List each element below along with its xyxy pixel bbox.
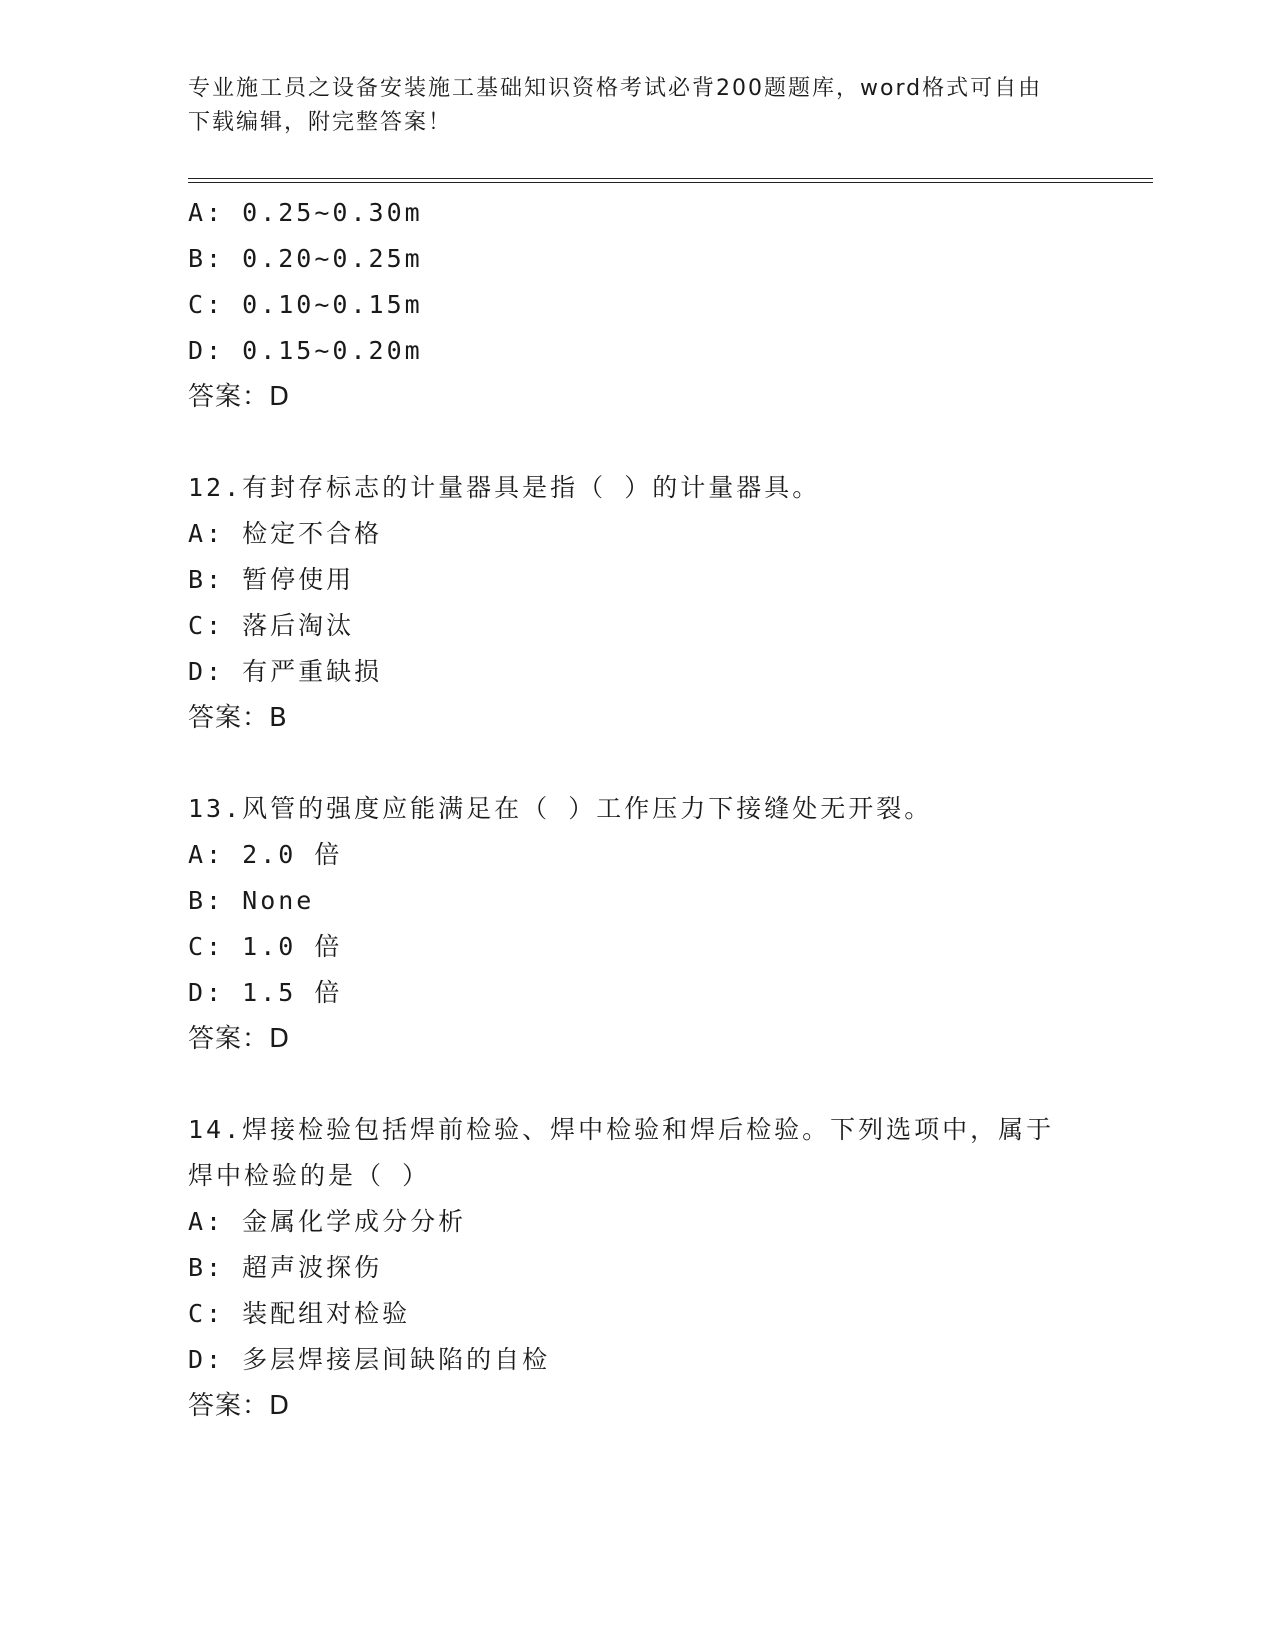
option-a: A: 金属化学成分分析 [188,1207,467,1236]
answer: 答案：D [188,1391,291,1421]
question-title-line-1: 14.焊接检验包括焊前检验、焊中检验和焊后检验。下列选项中，属于 [188,1115,1055,1144]
option-d: D: 有严重缺损 [188,657,383,686]
option-d: D: 多层焊接层间缺陷的自检 [188,1345,551,1374]
answer: 答案：B [188,703,288,733]
option-a: A: 检定不合格 [188,519,383,548]
option-b: B: 暂停使用 [188,565,355,594]
question-11 [188,190,1088,420]
option-a: A: 0.25~0.30m [188,198,423,227]
option-d: D: 0.15~0.20m [188,336,423,365]
option-c: C: 0.10~0.15m [188,290,423,319]
option-c: C: 1.0 倍 [188,932,343,961]
question-title: 12.有封存标志的计量器具是指（ ）的计量器具。 [188,473,821,502]
header-rule-top [188,178,1153,179]
option-b: B: 超声波探伤 [188,1253,383,1282]
option-b: B: None [188,886,315,915]
option-d: D: 1.5 倍 [188,978,343,1007]
spacer [188,1062,1088,1107]
answer: 答案：D [188,382,291,412]
spacer [188,420,1088,465]
answer: 答案：D [188,1024,291,1054]
option-c: C: 装配组对检验 [188,1299,411,1328]
question-list [188,190,1088,1429]
question-title-line-2: 焊中检验的是（ ） [188,1161,431,1190]
header-line-1: 专业施工员之设备安装施工基础知识资格考试必背200题题库，word格式可自由 [188,76,1043,101]
option-c: C: 落后淘汰 [188,611,355,640]
spacer [188,741,1088,786]
header-rule-bottom [188,182,1153,183]
question-title: 13.风管的强度应能满足在（ ）工作压力下接缝处无开裂。 [188,794,933,823]
header-line-2: 下载编辑，附完整答案！ [188,110,453,135]
question-13 [188,786,1088,1062]
question-14 [188,1107,1088,1429]
option-a: A: 2.0 倍 [188,840,343,869]
document-header [188,72,1088,140]
question-12 [188,465,1088,741]
option-b: B: 0.20~0.25m [188,244,423,273]
